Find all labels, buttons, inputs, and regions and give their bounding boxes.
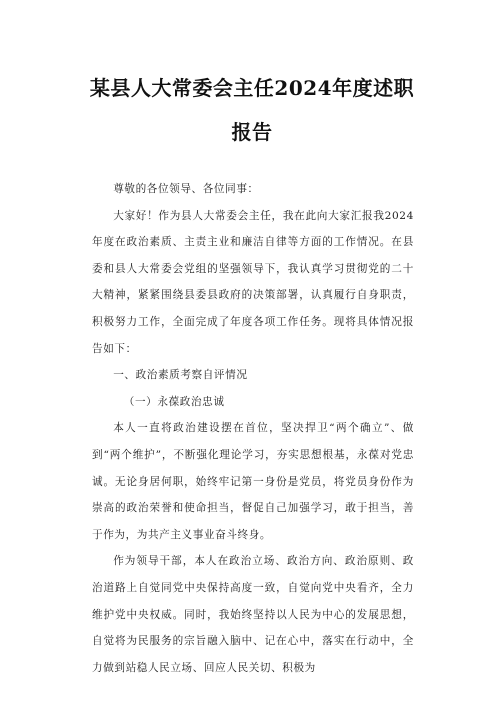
salutation: 尊敬的各位领导、各位同事： bbox=[113, 183, 259, 195]
subsection-heading: （一）永葆政治忠诚 bbox=[123, 395, 225, 408]
paragraph-intro: 大家好！作为县人大常委会主任，我在此向大家汇报我2024年度在政治素质、主责主业和廉洁自律等方面的工作情况。在县委和县人大常委会党组的坚强领导下，我认真学习贯彻党的二十大精神，紧紧围绕县委县政府的决策部署，认真履行自身职责，积极努力工作，全面完成了年度各项工作任务。现将具体情况报告如下： bbox=[92, 209, 414, 355]
paragraph-leadership: 作为领导干部，本人在政治立场、政治方向、政治原则、政治道路上自觉同党中央保持高度一致，自觉向党中央看齐，全力维护党中央权威。同时，我始终坚持以人民为中心的发展思想，自觉将为民服务的宗旨融入脑中、记在心中，落实在行动中，全力做到站稳人民立场、回应人民关切、积极为 bbox=[92, 555, 414, 674]
document-title: 某县人大常委会主任2024年度述职报告 bbox=[89, 76, 415, 144]
paragraph-loyalty: 本人一直将政治建设摆在首位，坚决捍卫“两个确立”、做到“两个维护”，不断强化理论学习，夯实思想根基，永葆对党忠诚。无论身居何职，始终牢记第一身份是党员，将党员身份作为崇高的政治荣誉和使命担当，督促自己加强学习，敢于担当，善于作为，为共产主义事业奋斗终身。 bbox=[92, 422, 414, 541]
section-heading: 一、政治素质考察自评情况 bbox=[113, 369, 248, 382]
document-body bbox=[92, 176, 414, 681]
